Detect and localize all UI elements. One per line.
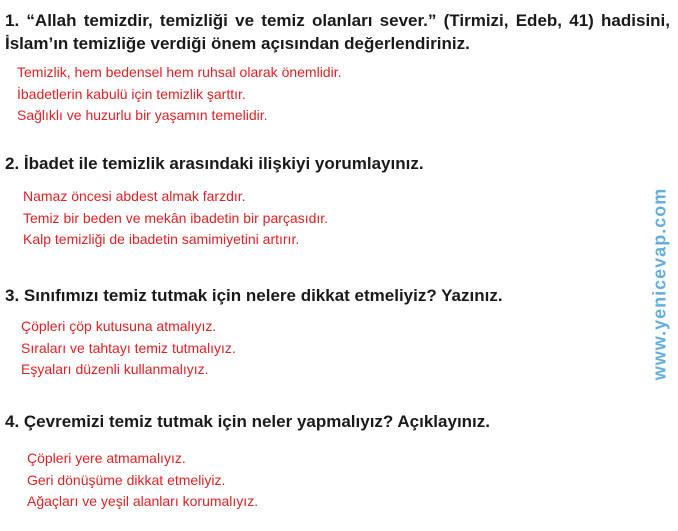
question-1: 1. “Allah temizdir, temizliği ve temiz olanları sever.” (Tirmizi, Edeb, 41) hadisini, İslam’ın temizliğe verdiği önem açısından değerlendiriniz. bbox=[5, 11, 670, 53]
answer-item: İbadetlerin kabulü için temizlik şarttır. bbox=[17, 85, 246, 102]
answer-item: Geri dönüşüme dikkat etmeliyiz. bbox=[27, 471, 226, 488]
answer-item: Kalp temizliği de ibadetin samimiyetini artırır. bbox=[23, 231, 300, 247]
answer-item: Çöpleri çöp kutusuna atmalıyız. bbox=[21, 318, 217, 334]
answer-item: Eşyaları düzenli kullanmalıyız. bbox=[21, 361, 209, 377]
answer-item: Temiz bir beden ve mekân ibadetin bir parçasıdır. bbox=[23, 209, 329, 226]
answer-list-4 bbox=[27, 448, 258, 513]
question-4: 4. Çevremizi temiz tutmak için neler yapmalıyız? Açıklayınız. bbox=[5, 412, 490, 431]
answer-item: Çöpleri yere atmamalıyız. bbox=[27, 450, 186, 466]
answer-list-2 bbox=[23, 186, 328, 251]
answer-item: Sağlıklı ve huzurlu bir yaşamın temelidir. bbox=[17, 107, 268, 123]
answer-item: Ağaçları ve yeşil alanları korumalıyız. bbox=[27, 493, 259, 509]
answer-list-3 bbox=[21, 316, 236, 381]
answer-list-1 bbox=[17, 62, 341, 127]
answer-item: Temizlik, hem bedensel hem ruhsal olarak önemlidir. bbox=[17, 64, 342, 80]
watermark: www.yenicevap.com bbox=[649, 187, 670, 381]
answer-item: Sıraları ve tahtayı temiz tutmalıyız. bbox=[21, 339, 236, 356]
question-2: 2. İbadet ile temizlik arasındaki ilişkiyi yorumlayınız. bbox=[5, 154, 424, 173]
question-3: 3. Sınıfımızı temiz tutmak için nelere dikkat etmeliyiz? Yazınız. bbox=[5, 286, 503, 305]
answer-item: Namaz öncesi abdest almak farzdır. bbox=[23, 188, 246, 204]
